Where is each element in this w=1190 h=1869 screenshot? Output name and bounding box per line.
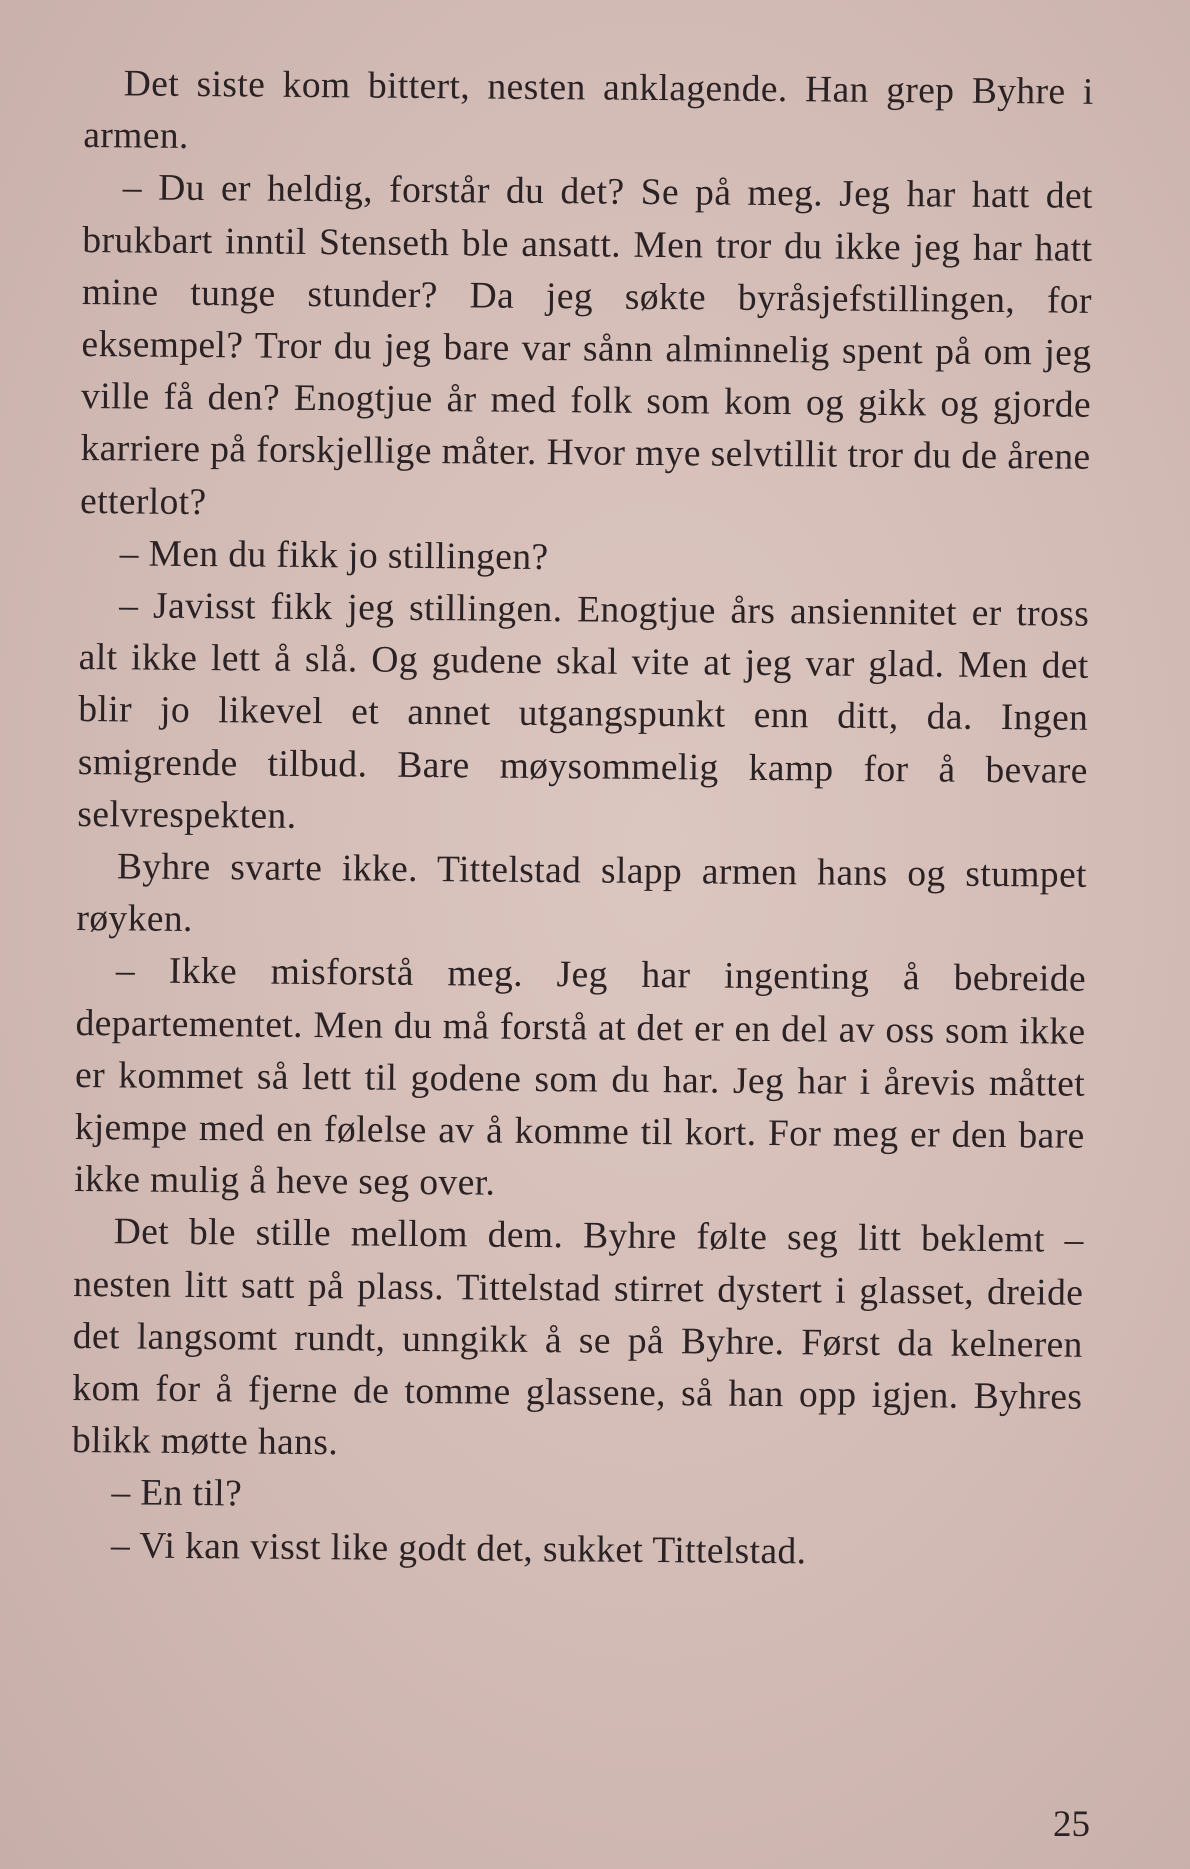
paragraph: – Javisst fikk jeg stillingen. Enogtjue års ansiennitet er tross alt ikke lett å slå. Og gudene skal vite at jeg var glad. Men det blir jo likevel et annet utgangspunkt enn ditt, da. Ingen smigrende tilbud. Bare møysommelig kamp for å bevare selvrespekten. bbox=[77, 585, 1090, 837]
paragraph: Det siste kom bittert, nesten anklagende. Han grep Byhre i armen. bbox=[83, 63, 1094, 158]
body-text bbox=[71, 58, 1094, 1581]
paragraph: Det ble stille mellom dem. Byhre følte seg litt beklemt – nesten litt satt på plass. Tittelstad stirret dystert i glasset, dreide det langsomt rundt, unngikk å se på Byhre. Først da kelneren kom for å fjerne de tomme glassene, så han opp igjen. Byhres blikk møtte hans. bbox=[71, 1211, 1084, 1464]
paragraph: Byhre svarte ikke. Tittelstad slapp armen hans og stumpet røyken. bbox=[76, 846, 1088, 941]
paragraph: – Du er heldig, forstår du det? Se på meg. Jeg har hatt det brukbart inntil Stenseth ble ansatt. Men tror du ikke jeg har hatt mine tunge stunder? Da jeg søkte byråsjefstillingen, for eksempel? Tror du jeg bare var sånn alminnelig spent på om jeg ville få den? Enogtjue år med folk som kom og gikk og gjorde karriere på forskjellige måter. Hvor mye selvtillit tror du de årene etterlot? bbox=[79, 167, 1094, 523]
paragraph: – Ikke misforstå meg. Jeg har ingenting å bebreide departementet. Men du må forstå at det er en del av oss som ikke er kommet så lett til godene som du har. Jeg har i årevis måttet kjempe med en følelse av å komme til kort. For meg er den bare ikke mulig å heve seg over. bbox=[74, 950, 1087, 1204]
paragraph: – En til? bbox=[111, 1472, 243, 1515]
paragraph: – Men du fikk jo stillingen? bbox=[119, 533, 549, 578]
page-number: 25 bbox=[1053, 1804, 1090, 1845]
paragraph: – Vi kan visst like godt det, sukket Tittelstad. bbox=[110, 1524, 807, 1573]
